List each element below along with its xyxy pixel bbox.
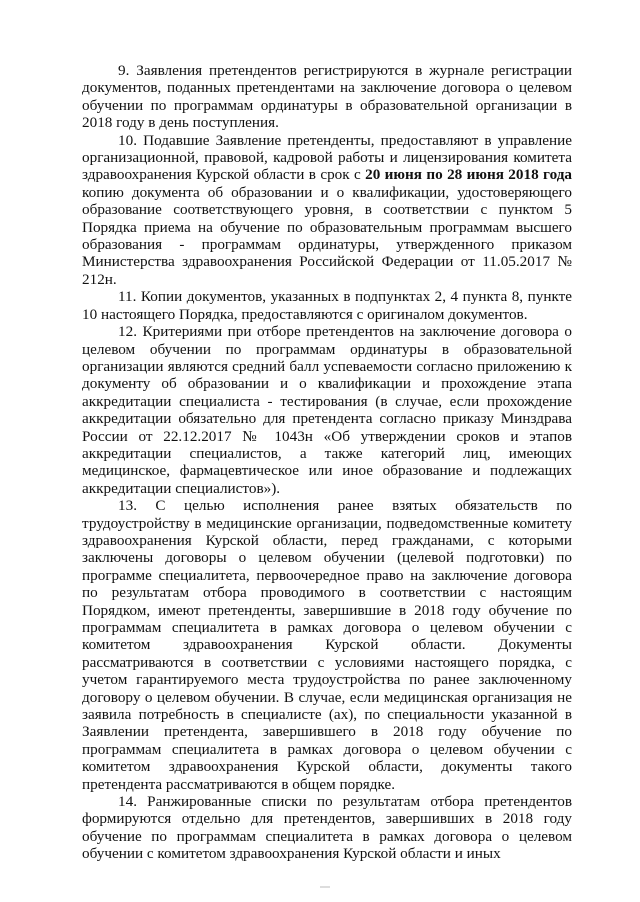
scan-artifact xyxy=(320,886,330,888)
paragraph-14: 14. Ранжированные списки по результатам отбора претендентов формируются отдельно для претендентов, завершивших в 2018 году обучение по программам специалитета в рамках договора о целевом обучении с комитетом здравоохранения Курской области и иных xyxy=(82,793,572,863)
paragraph-13: 13. С целью исполнения ранее взятых обязательств по трудоустройству в медицинские организации, подведомственные комитету здравоохранения Курской области, перед гражданами, с которыми заключены договоры о целевом обучении (целевой подготовки) по программе специалитета, первоочередное право на заключение договора по результатам отбора проводимого в соответствии с настоящим Порядком, имеют претенденты, завершившие в 2018 году обучение по программам специалитета в рамках договора о целевом обучении с комитетом здравоохранения Курской области. Документы рассматриваются в соответствии с условиями настоящего порядка, с учетом гарантируемого места трудоустройства по ранее заключенному договору о целевом обучении. В случае, если медицинская организация не заявила потребность в специалисте (ах), по специальности указанной в Заявлении претендента, завершившего в 2018 году обучение по программам специалитета в рамках договора о целевом обучении с комитетом здравоохранения Курской области, документы такого претендента рассматриваются в общем порядке. xyxy=(82,497,572,793)
paragraph-10-text-start: 10. Подавшие Заявление претенденты, предоставляют в управление организационной, правовой, кадровой работы и лицензирования комитета здравоохранения Курской области в срок с xyxy=(82,131,572,184)
paragraph-10 xyxy=(82,132,572,289)
paragraph-12: 12. Критериями при отборе претендентов на заключение договора о целевом обучении по программам ординатуры в образовательной организации являются средний балл успеваемости согласно приложению к документу об образовании и о квалификации и прохождение этапа аккредитации специалиста - тестирования (в случае, если прохождение аккредитации обязательно для претендента согласно приказу Минздрава России от 22.12.2017 № 1043н «Об утверждении сроков и этапов аккредитации специалистов, а также категорий лиц, имеющих медицинское, фармацевтическое или иное образование и подлежащих аккредитации специалистов»). xyxy=(82,323,572,497)
paragraph-10-deadline: 20 июня по 28 июня 2018 года xyxy=(365,166,572,184)
paragraph-11: 11. Копии документов, указанных в подпунктах 2, 4 пункта 8, пункте 10 настоящего Порядка, предоставляются с оригиналом документов. xyxy=(82,288,572,323)
paragraph-9: 9. Заявления претендентов регистрируются в журнале регистрации документов, поданных претендентами на заключение договора о целевом обучении по программам ординатуры в образовательной организации в 2018 году в день поступления. xyxy=(82,62,572,132)
paragraph-10-text-end: копию документа об образовании и о квалификации, удостоверяющего образование соответствующего уровня, в соответствии с пунктом 5 Порядка приема на обучение по образовательным программам высшего образования - программам ординатуры, утвержденного приказом Министерства здравоохранения Российской Федерации от 11.05.2017 № 212н. xyxy=(82,183,572,288)
